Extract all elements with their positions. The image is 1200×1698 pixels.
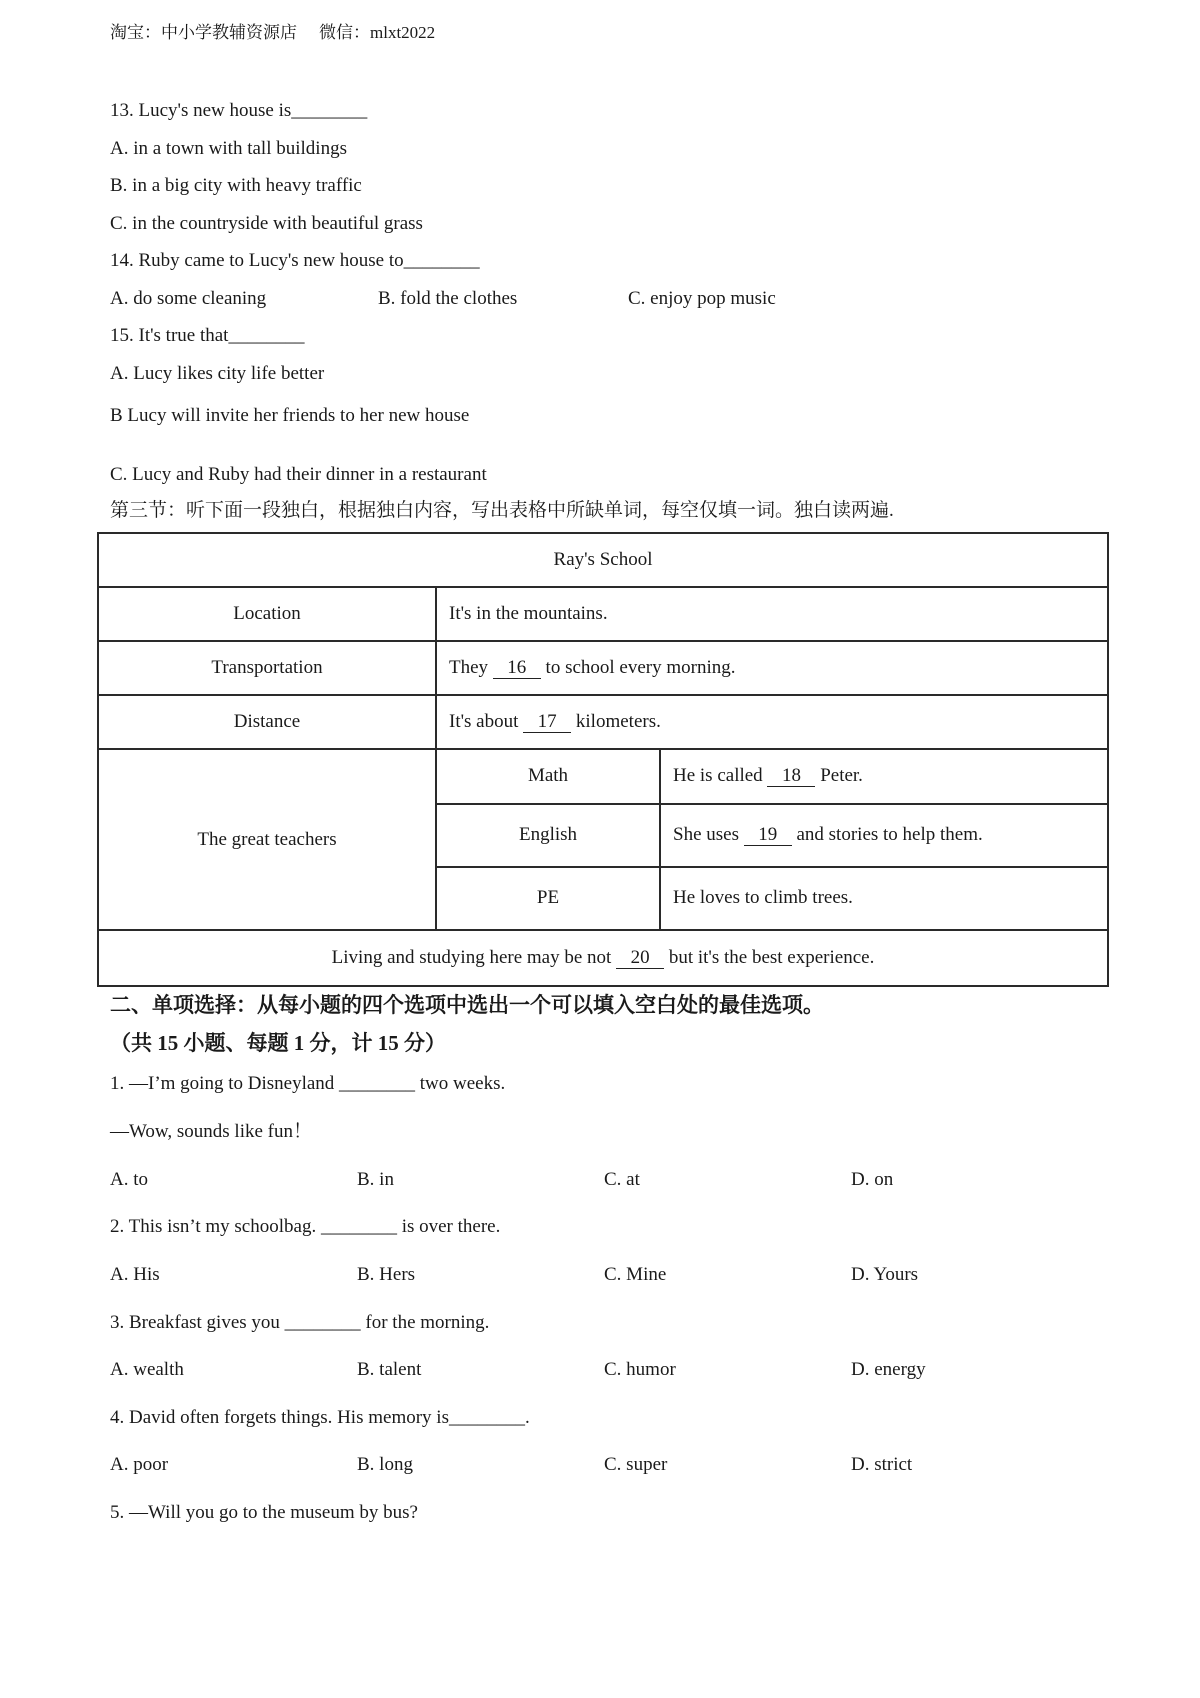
math-value — [660, 749, 1108, 803]
q3-stem: 3. Breakfast gives you ________ for the morning. — [110, 1312, 490, 1333]
q15-stem: 15. It's true that________ — [110, 325, 305, 346]
table-footer — [98, 930, 1108, 986]
q3-option-a[interactable]: A. wealth — [110, 1359, 184, 1380]
q5-stem: 5. —Will you go to the museum by bus? — [110, 1502, 418, 1523]
blank-19[interactable]: 19 — [744, 825, 792, 846]
q1-option-c[interactable]: C. at — [604, 1169, 640, 1190]
teachers-label: The great teachers — [98, 749, 436, 929]
subheading-n1: 15 — [157, 1031, 179, 1055]
q14-stem: 14. Ruby came to Lucy's new house to________ — [110, 250, 480, 271]
distance-value — [436, 695, 1108, 749]
q15-option-a[interactable]: A. Lucy likes city life better — [110, 363, 325, 384]
q15-option-c[interactable]: C. Lucy and Ruby had their dinner in a restaurant — [110, 464, 487, 485]
subheading-n3: 15 — [377, 1031, 399, 1055]
distance-before: It's about — [449, 711, 519, 733]
q14-option-a[interactable]: A. do some cleaning — [110, 288, 267, 309]
subheading-a: （共 — [110, 1031, 152, 1055]
q3-option-b[interactable]: B. talent — [357, 1359, 422, 1380]
q13-option-b[interactable]: B. in a big city with heavy traffic — [110, 175, 362, 196]
english-value — [660, 804, 1108, 867]
part2-heading: 二、单项选择：从每小题的四个选项中选出一个可以填入空白处的最佳选项。 — [110, 993, 824, 1017]
q2-option-b[interactable]: B. Hers — [357, 1264, 416, 1285]
blank-18[interactable]: 18 — [767, 766, 815, 787]
q4-stem: 4. David often forgets things. His memory is________. — [110, 1407, 530, 1428]
info-table — [97, 532, 1109, 987]
subheading-c: 分，计 — [309, 1031, 373, 1055]
shop-label: 淘宝：中小学教辅资源店 — [110, 23, 297, 42]
blank-16[interactable]: 16 — [493, 658, 541, 679]
q1-option-b[interactable]: B. in — [357, 1169, 394, 1190]
location-value: It's in the mountains. — [436, 587, 1108, 641]
subheading-d: 分） — [404, 1031, 446, 1055]
q4-option-a[interactable]: A. poor — [110, 1454, 169, 1475]
transportation-label: Transportation — [98, 641, 436, 695]
english-subject: English — [436, 804, 660, 867]
q4-option-b[interactable]: B. long — [357, 1454, 413, 1475]
q1-line1: 1. —I’m going to Disneyland ________ two weeks. — [110, 1073, 506, 1094]
location-label: Location — [98, 587, 436, 641]
q3-option-c[interactable]: C. humor — [604, 1359, 676, 1380]
q3-option-d[interactable]: D. energy — [851, 1359, 926, 1380]
transportation-before: They — [449, 657, 489, 679]
q4-option-d[interactable]: D. strict — [851, 1454, 913, 1475]
math-subject: Math — [436, 749, 660, 803]
blank-20[interactable]: 20 — [616, 948, 664, 969]
transportation-value — [436, 641, 1108, 695]
math-after: Peter. — [820, 765, 863, 787]
q2-option-d[interactable]: D. Yours — [851, 1264, 919, 1285]
pe-value: He loves to climb trees. — [660, 867, 1108, 930]
section3-instruction: 第三节：听下面一段独白，根据独白内容，写出表格中所缺单词，每空仅填一词。独白读两遍. — [110, 500, 894, 521]
q14-option-b[interactable]: B. fold the clothes — [378, 288, 518, 309]
math-before: He is called — [673, 765, 763, 787]
blank-17[interactable]: 17 — [523, 712, 571, 733]
q13-stem: 13. Lucy's new house is________ — [110, 100, 368, 121]
subheading-n2: 1 — [293, 1031, 305, 1055]
q14-option-c[interactable]: C. enjoy pop music — [628, 288, 776, 309]
q2-stem: 2. This isn’t my schoolbag. ________ is over there. — [110, 1216, 501, 1237]
table-title: Ray's School — [98, 533, 1108, 587]
q13-option-c[interactable]: C. in the countryside with beautiful grass — [110, 213, 423, 234]
q15-option-b[interactable]: B Lucy will invite her friends to her new house — [110, 405, 470, 426]
q1-option-d[interactable]: D. on — [851, 1169, 894, 1190]
q1-option-a[interactable]: A. to — [110, 1169, 148, 1190]
footer-after: but it's the best experience. — [668, 946, 875, 968]
wechat-label: 微信：mlxt2022 — [319, 23, 436, 42]
english-before: She uses — [673, 824, 739, 846]
page-header — [110, 18, 435, 43]
part2-subheading — [110, 1031, 446, 1056]
subheading-b: 小题、每题 — [183, 1031, 289, 1055]
pe-subject: PE — [436, 867, 660, 930]
transportation-after: to school every morning. — [545, 657, 736, 679]
english-after: and stories to help them. — [796, 824, 983, 846]
q13-option-a[interactable]: A. in a town with tall buildings — [110, 138, 347, 159]
q4-option-c[interactable]: C. super — [604, 1454, 668, 1475]
distance-label: Distance — [98, 695, 436, 749]
distance-after: kilometers. — [575, 711, 661, 733]
footer-before: Living and studying here may be not — [331, 946, 612, 968]
q1-line2: —Wow, sounds like fun！ — [110, 1121, 313, 1142]
q2-option-a[interactable]: A. His — [110, 1264, 160, 1285]
q2-option-c[interactable]: C. Mine — [604, 1264, 667, 1285]
